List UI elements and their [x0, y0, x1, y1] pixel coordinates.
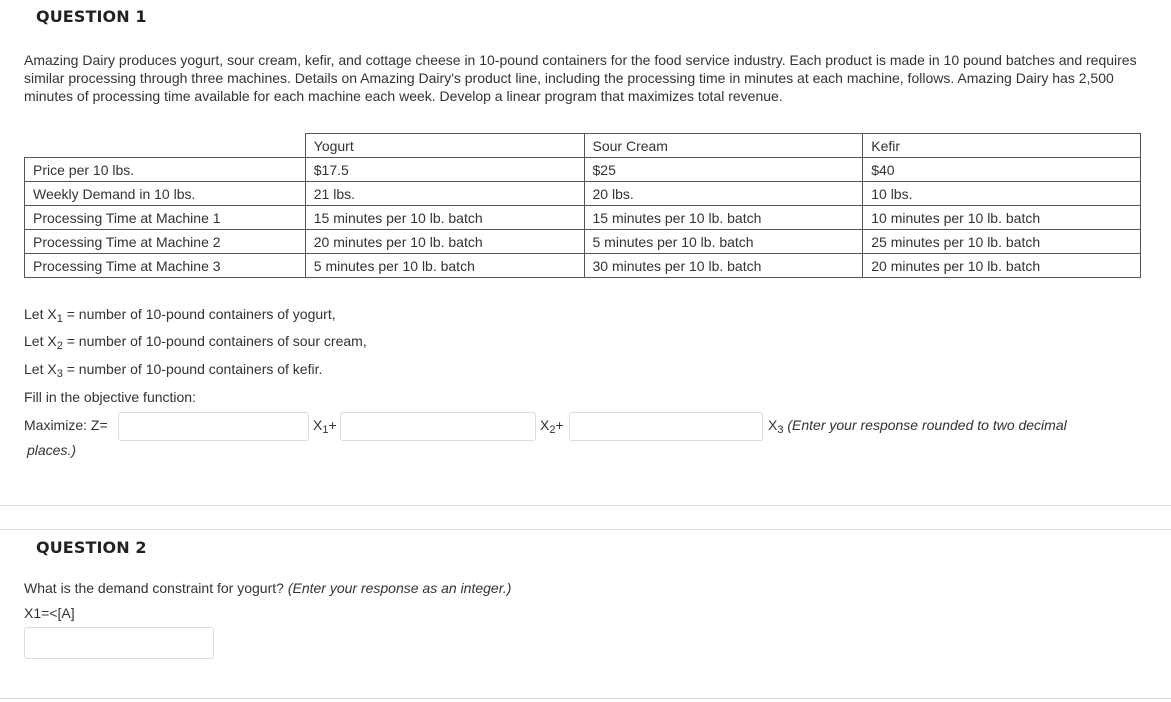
question-2-prompt: What is the demand constraint for yogurt? (Enter your response as an integer.) [24, 580, 512, 596]
maximize-label: Maximize: Z= [24, 417, 108, 433]
divider [0, 698, 1171, 699]
problem-statement: Amazing Dairy produces yogurt, sour cream, kefir, and cottage cheese in 10-pound containers for the food service industry. Each product is made in 10 pound batches and requires similar processing through three machines. Details on Amazing Dairy's product line, including the processing time in minutes at each machine, follows. Amazing Dairy has 2,500 minutes of processing time available for each machine each week. Develop a linear program that maximizes total revenue. [24, 52, 1137, 104]
product-data-table [24, 133, 1141, 278]
table-cell: 25 minutes per 10 lb. batch [863, 230, 1141, 254]
table-cell: 10 lbs. [863, 182, 1141, 206]
question-1-heading: QUESTION 1 [36, 7, 147, 26]
table-cell: $25 [584, 158, 863, 182]
table-cell: 30 minutes per 10 lb. batch [584, 254, 863, 278]
demand-constraint-input[interactable] [24, 627, 214, 659]
table-cell: $17.5 [305, 158, 584, 182]
coefficient-x3-input[interactable] [569, 412, 763, 441]
table-cell: 15 minutes per 10 lb. batch [584, 206, 863, 230]
table-cell: $40 [863, 158, 1141, 182]
table-header-row [25, 134, 1141, 158]
table-cell: 5 minutes per 10 lb. batch [305, 254, 584, 278]
table-row [25, 230, 1141, 254]
table-cell: Weekly Demand in 10 lbs. [25, 182, 306, 206]
table-cell: 20 minutes per 10 lb. batch [305, 230, 584, 254]
table-header-cell: Sour Cream [584, 134, 863, 158]
table-cell: 10 minutes per 10 lb. batch [863, 206, 1141, 230]
divider [0, 505, 1171, 506]
definition-x2: Let $X_2$ = number of 10-pound containers of sour cream, [24, 333, 367, 352]
table-cell: 20 lbs. [584, 182, 863, 206]
table-cell: Processing Time at Machine 1 [25, 206, 306, 230]
coefficient-x2-input[interactable] [340, 412, 536, 441]
objective-instruction: Fill in the objective function: [24, 389, 196, 405]
table-header-cell [25, 134, 306, 158]
table-cell: Processing Time at Machine 2 [25, 230, 306, 254]
definition-x3: Let $X_3$ = number of 10-pound containers of kefir. [24, 361, 323, 380]
table-cell: 5 minutes per 10 lb. batch [584, 230, 863, 254]
divider [0, 529, 1171, 530]
rounding-note: (Enter your response rounded to two decimal [787, 417, 1067, 433]
rounding-note-continued: places.) [27, 442, 77, 458]
coefficient-x1-input[interactable] [118, 412, 309, 441]
question-2-heading: QUESTION 2 [36, 538, 147, 557]
table-row [25, 158, 1141, 182]
table-header-cell: Yogurt [305, 134, 584, 158]
term-x1-label: $X_1+$ [313, 417, 337, 436]
term-x2-label: $X_2+$ [540, 417, 564, 436]
definition-x1: Let $X_1$ = number of 10-pound containers of yogurt, [24, 306, 336, 325]
table-cell: 15 minutes per 10 lb. batch [305, 206, 584, 230]
table-row [25, 182, 1141, 206]
term-x3-label: $X_3$ (Enter your response rounded to two decimal [768, 417, 1067, 436]
table-header-cell: Kefir [863, 134, 1141, 158]
answer-label: X1=<[A] [24, 605, 75, 621]
table-row [25, 206, 1141, 230]
table-cell: 21 lbs. [305, 182, 584, 206]
table-cell: Processing Time at Machine 3 [25, 254, 306, 278]
table-cell: 20 minutes per 10 lb. batch [863, 254, 1141, 278]
table-cell: Price per 10 lbs. [25, 158, 306, 182]
table-row [25, 254, 1141, 278]
